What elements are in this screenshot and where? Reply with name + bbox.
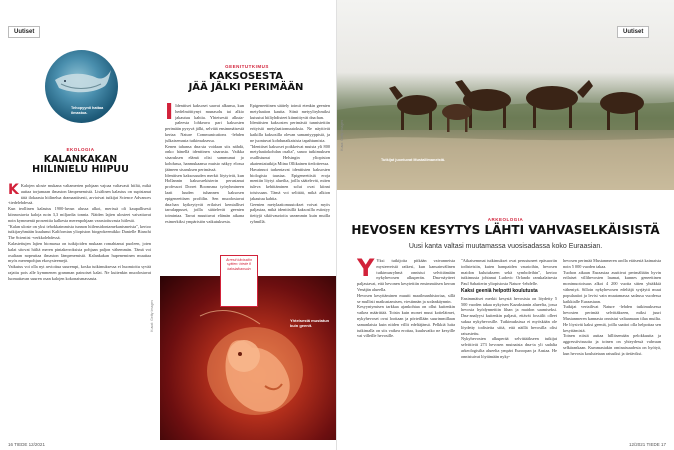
paragraph: "Identtiset kaksoset poikkeivat muista yli 800 metylaatiokohdan osalta", sanoo tutkimuksen osallistunut Helsingin yliopiston akatemiatutkija Miina Ollikainen tiedotteessa.: [250, 143, 330, 166]
paragraph: Kun teollinen kalastus 1900-luvun alussa alkoi, merissä oli kaupallisesti kiinnostavia kaloja noin 3,3 miljardia tonnia. Näiden lajien ulosteet vaivattavat noin kymmentä prosenttia kalkesta merenpohjaan varastoituvasta hiilestä.: [8, 206, 151, 223]
badge-text: Ärresti kävissitin syitten: hiede fi kaksiaikaosuin: [226, 258, 252, 271]
horse-deck: Uusi kanta valtasi muutamassa vuosisadassa koko Euraasian.: [408, 243, 603, 250]
section-label: Uutiset: [617, 26, 649, 38]
horse-headline: HEVOSEN KESYTYS LÄHTI VAHVASELKÄISISTÄ: [351, 223, 660, 237]
paragraph: Tuohon aikaan Euraasiaa asuttivat perimältään hyvin erilaiset villihevosten laumat, kunnes geneettinen monimuotoisuus alkoi 4 200 vuotta sitten yhtäkkiä vähentyä. Silloin nykyhevosen edeltäjä syrjäytti muut populaatiot ja levisi vain muutamassa sadassa vuodessa kaikkialle Euraasiaan.: [563, 269, 661, 304]
whale-kicker: EKOLOGIA: [66, 147, 95, 152]
footer: 12/2021 TIEDE 17: [629, 442, 666, 447]
paragraph: Havainnot tarkentavat identtisten kaksosten biologista taustaa. Epigeneettisiä eroja mentiin löytyi alueilta, joilla säätelevät, miten tuleva kehittäminen solut ovat kiinni toisissaan. Tämä voi selittää, mikä alkion jakautuu kahtia.: [250, 166, 330, 201]
paragraph: Vaikutus voi olla nyt arvioitua suurempi, koska tutkimuksessa ei huomioitu syvää rajattu pois alle kymmenen gramman painoiset kalat. Ne kuitenkin muodostavat luomattavan suuren osan kalojen kokonaismassasta.: [8, 264, 151, 281]
paragraph: Geenien metylaatiomuutokset voivat myös paljastaa, mikä identtisillä kaksosilla esiintyy tiettyjä sikiövaurioita useammin kuin muilla ryhmillä.: [250, 201, 330, 224]
embryo-body-col1: [165, 103, 244, 275]
whale-caption: Tehopyynti hattaa ilmastoa.: [71, 106, 104, 115]
paragraph: Identtisen kaksosuuden merkit löytyivät, kun Hollannin kaksosrekisterin perustanut professori Dorret Boomsma työryhmineen laati luuden tuhannen kaksosen epigeneettisen profiilin. Sen muodostavat dna:han kytkeytyvät erilaiset kemialliset tarralappuset, joilla säätelevät geenien toimintaa. Tarrat muuttuvat elämän aikana esimerkiksi ympäristön vaikutuksesta.: [165, 172, 244, 224]
embryo-headline: KAKSOSESTA JÄÄ JÄLKI PERIMÄÄN: [188, 71, 304, 93]
horse-body-col3: [563, 258, 661, 438]
horse-body-col1: [357, 258, 455, 438]
horse-caption: Tutkijat juontuvat Mustaliimaneistä.: [381, 158, 446, 162]
horse-photo: [337, 0, 674, 190]
whale-body: [8, 183, 151, 431]
whale-photo: [45, 50, 118, 123]
info-badge: [220, 255, 258, 307]
paragraph: "Aikaisemmat tutkimukset ovat perustuneet epäsuoriin todisteisiin, kuten hampaiden vaurioihin, hevosen maidon kulutukseen sekä symboleihin", kertoo tutkimusta johtanut Ludovic Orlando ranskalaisesta Paul Sabatierin yliopistosta Nature -lehdelle.: [461, 258, 557, 287]
paragraph: Identtisten kaksosten perimästä tunnistettiin erityisiä metylaatiomuutoksia. Ne näyttivät kaikilla kaksosilla olevan samantyyppisiä, ja ne juontuvat kohdunaikaisista tapahtumista.: [250, 120, 330, 143]
paragraph: Kesyyntymisen tarkkaa ajankohtaa on ollut kuitenkin vaikea määrittää. Toisin kuin monet muut kotieläimet, nykyhevoset ovat loottaan ja pörteillään suurimmillaan samanlaisia kuin niiden villit edeltäjänsä. Pelkkiä luita tutkimalla on siis vaikea erottaa, kuuluvatko ne kesyille vai villeille hevosille.: [357, 304, 455, 339]
whale-headline: KALANKAKAN HIILINIELU HIIPUU: [32, 154, 129, 175]
paragraph: Kalastettujen lajien biomassa on tutkijoiden mukaan romahtanut puoleen, joten kalat sitovat hiiltä meren pintakerroksista pohjaan paljon vähemmän. Tämä voi osaltaan nopeuttaa ilmaston lämpenemistä. Kalankakan hupeneminen muuttaa myös merenpohjan ekosysteemejä.: [8, 240, 151, 264]
horse-subhead: Kaksi geeniä helpotti koulutusta: [461, 287, 538, 294]
photo-credit: Kuvat: Getty Images: [150, 300, 154, 332]
paragraph: hevosen perimää Mustanmeren arolla etäisestä kaimaista noin 5 000 vuoden takaa.: [563, 258, 661, 269]
paragraph: Nykyhevosten alkuperää selvittääkseen tutkijat selvittivät 273 hevosen muinaista dna-ta yli sadalta arkeologisilta alueelta ympäri Euroopan ja Aasiaa. He onnistuivat löytämään nyky-: [461, 336, 557, 359]
right-page: [337, 0, 674, 450]
paragraph: K Kalojen uloste mukana valtamerten pohjaan vajoaa valtavasti hiiltä, mikä auttaa torjumaan ilmaston lämpenemistä. Lisälinen kalastus on supistanut tätä ilokaasta hiilinelua dramaattisesti, arvioivat tutkijat Science Advances -tiedelehdessä.: [8, 183, 151, 206]
paragraph: Ensimmäiset merkit kesystä hevosista on löydetty 5 500 vuoden takaa nykyisen Kazakstanin alueelta, jossa hevosia hyödynnettiin lihan ja maidon saamiseksi. Dna-analyysi kuitenkin paljasti, ettävät fossiilit olleet sukua nykyhevosille. Tutkimuksissa ei myöskään ole löydetty todisteita siitä, että näillä hevosilla olisi ratsastettu.: [461, 295, 557, 336]
paragraph: Epigeneettinen säätely toimii etenkin geenien metylaation kautta. Siinä metyyliryhmiksi kutsutut hiiliyhdisteet kiinnittyvät dna:han.: [250, 103, 330, 120]
paragraph: Tutkijat vertailivat Nature -lehden tutkimuksessa hevosten perimää selvittäkseen, miksi juuri Mustanmeren kannasta onnistui valtaamaan tilaa muilta. He löysivät kaksi geeniä, joilla saattoi olla helpottaa sen kesyttämistä.: [563, 304, 661, 333]
horse-body-col2: [461, 258, 557, 438]
embryo-kicker: GEENITUTKIMUS: [225, 64, 269, 69]
section-label: Uutiset: [8, 26, 40, 38]
paragraph: "Kalan uloste on yksi tehokkaimmista tunnon hiilensidontamekanismeista", kertoo tutkijaryhmään kuulunut Kalifornian yliopiston biogeokeemikko Danielle Bianchi The Scientist -verkkolehdessä.: [8, 223, 151, 241]
paragraph: Toinen niistä auttaa hillitsemään pelokkuutta ja aggressiivisuutta ja toinen on yhteydessä vahvaan selkärankaan. Kummastakin ominaisuudesta on hyötyä, kun hevosia koulutetaan ratsuiksi ja tietäviksi.: [563, 333, 661, 356]
photo-credit: Kuva: Getty Images: [340, 120, 344, 151]
embryo-body-col2: [250, 103, 330, 299]
footer: 16 TIEDE 12/2021: [8, 442, 45, 447]
horse-kicker: ARKEOLOGIA: [487, 217, 524, 222]
paragraph: Kenen tahansa dna:sta voidaan siis nähdä, onko hänellä identtinen sisarusta. Vaikka sisaruksen elämä olisi sammunut jo kohdussa, hanmukaansa muisto näkyy elossa jääneen sisaruksen perimässä.: [165, 143, 244, 172]
paragraph: Hevosen kesyttäminen muutti maailmanhistoriaa, sillä se mullisti matkustamisen, viestinnän ja sodankäynnin.: [357, 292, 455, 304]
embryo-caption: Yhteisestä mustatun kuin geenit.: [290, 318, 330, 328]
paragraph: Y Yksi tutkijoita pitkään vaivanneista mysteereistä ratkesi, kun kansainvälinen tutkimusryhmä onnistui selvittämään nykyhevosen alkuperän. Dna-näytteet paljastavat, että hevonen kesytettiin ensimmäisen kerran Venäjän alueella.: [357, 258, 455, 292]
paragraph: I Identtiset kaksoset saavat alkunsa, kun hedelmöittynyt munasolu tai alkio jakautuu kahtia. Yhteisestä alkuta-paleesta lohkeava pari kaksosten perimään pysyvä jälki, selviää ensimmäisestä kertaa Nature Communications -lehden julkaisemasta tutkimuksessa.: [165, 103, 244, 143]
